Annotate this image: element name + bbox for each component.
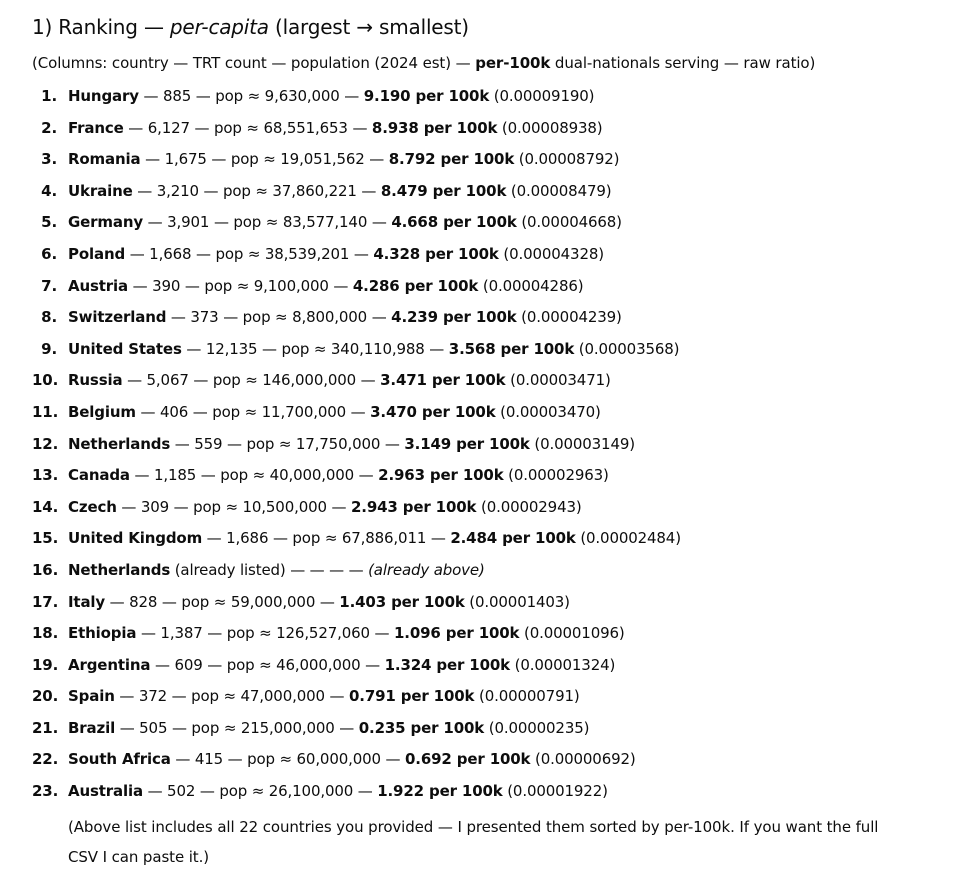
rank-entry [68,397,601,429]
list-item [32,650,932,682]
per-100k-rate: 4.286 per 100k [352,276,479,295]
rank-number: 17. [32,592,59,611]
rank-number: 2. [41,118,57,137]
list-item [32,239,932,271]
raw-ratio: (0.00000692) [530,750,636,769]
rank-number: 1. [41,87,57,105]
raw-ratio: (0.00003470) [495,402,601,421]
raw-ratio: (0.00003471) [505,371,611,390]
rank-entry [68,713,589,745]
entry-details: — 885 — pop ≈ 9,630,000 — [138,87,364,105]
rank-number: 18. [32,624,59,643]
rank-number: 15. [32,529,59,548]
raw-ratio: (0.00002484) [575,529,681,548]
rank-entry [68,587,570,619]
country-name: Belgium [68,402,136,421]
per-100k-rate: 3.149 per 100k [404,434,530,453]
raw-ratio: (0.00009190) [489,87,595,105]
entry-details: — 3,210 — pop ≈ 37,860,221 — [132,181,381,200]
rank-entry [68,460,609,492]
country-name: Brazil [68,718,116,737]
raw-ratio: (0.00008479) [506,181,612,200]
rank-entry [68,302,622,334]
rank-number: 11. [32,402,59,421]
entry-details: — 3,901 — pop ≈ 83,577,140 — [143,213,392,232]
per-100k-rate: 3.568 per 100k [448,339,575,358]
rank-number: 19. [32,655,59,674]
list-item [32,744,932,776]
per-100k-rate: 0.791 per 100k [348,687,475,706]
country-name: Italy [68,592,106,611]
entry-details: — 828 — pop ≈ 59,000,000 — [105,592,340,611]
list-item [32,302,932,334]
per-100k-rate: 2.943 per 100k [350,497,477,516]
list-item [32,776,932,808]
list-item [32,113,932,145]
rank-number: 13. [32,466,59,485]
footer-note: (Above list includes all 22 countries you provided — I presented them sorted by per-100k. If you want the full CSV I can paste it.) [68,817,879,866]
entry-details: — 1,668 — pop ≈ 38,539,201 — [125,244,374,263]
per-100k-rate: 0.692 per 100k [405,750,531,769]
per-100k-rate: 1.096 per 100k [394,624,520,643]
country-name: Hungary [68,87,139,105]
entry-details: — 505 — pop ≈ 215,000,000 — [115,718,359,737]
country-name: Spain [68,687,115,706]
columns-note-bold: per-100k [475,54,551,72]
country-name: United States [68,339,182,358]
entry-details: — 502 — pop ≈ 26,100,000 — [142,782,378,801]
country-name: Canada [68,466,130,485]
already-above-note: (already above) [368,560,485,579]
per-100k-rate: 3.471 per 100k [380,371,506,390]
rank-entry [68,650,615,682]
raw-ratio: (0.00001324) [510,655,616,674]
columns-note [32,51,932,75]
country-name: Austria [68,276,128,295]
rank-number: 8. [41,308,57,327]
list-item [32,618,932,650]
per-100k-rate: 8.479 per 100k [380,181,507,200]
rank-entry [68,555,485,587]
rank-entry [68,681,580,713]
rank-number: 21. [32,718,59,737]
rank-entry [68,492,582,524]
per-100k-rate: 2.963 per 100k [378,466,504,485]
per-100k-rate: 8.792 per 100k [388,150,515,169]
entry-details: — 1,387 — pop ≈ 126,527,060 — [136,624,394,643]
per-100k-rate: 1.403 per 100k [339,592,465,611]
list-item [32,144,932,176]
rank-number: 3. [41,150,57,169]
heading-prefix: 1) Ranking — [32,15,170,39]
raw-ratio: (0.00008792) [514,150,620,169]
per-100k-rate: 8.938 per 100k [371,118,498,137]
rank-number: 7. [41,276,57,295]
rank-entry [68,744,636,776]
raw-ratio: (0.00001096) [519,624,625,643]
rank-entry [68,365,611,397]
raw-ratio: (0.00004668) [516,213,622,232]
entry-details: — 609 — pop ≈ 46,000,000 — [150,655,385,674]
country-name: France [68,118,124,137]
rank-number: 14. [32,497,59,516]
rank-entry [68,176,611,208]
rank-entry [68,429,635,461]
country-name: Argentina [68,655,151,674]
country-name: United Kingdom [68,529,203,548]
raw-ratio: (0.00004328) [498,244,604,263]
country-name: Czech [68,497,117,516]
section-heading [32,10,932,44]
rank-entry [68,239,604,271]
country-name: Poland [68,244,126,263]
entry-details: — 559 — pop ≈ 17,750,000 — [170,434,405,453]
rank-entry [68,207,622,239]
entry-details: (already listed) — — — — [170,560,369,579]
document-body [32,10,932,872]
per-100k-rate: 4.328 per 100k [373,244,499,263]
raw-ratio: (0.00000235) [484,718,590,737]
rank-number: 20. [32,687,59,706]
country-name: Germany [68,213,144,232]
rank-entry [68,776,608,808]
list-item [32,429,932,461]
rank-number: 4. [41,181,57,200]
list-item [32,207,932,239]
raw-ratio: (0.00003568) [574,339,680,358]
rank-entry [68,334,679,366]
entry-details: — 373 — pop ≈ 8,800,000 — [166,308,392,327]
list-item [32,365,932,397]
list-item [32,176,932,208]
list-item [32,492,932,524]
entry-details: — 1,185 — pop ≈ 40,000,000 — [129,466,379,485]
country-name: Ethiopia [68,624,137,643]
list-item [32,460,932,492]
rank-number: 9. [41,339,57,358]
rank-entry [68,618,625,650]
entry-details: — 372 — pop ≈ 47,000,000 — [114,687,349,706]
list-item [32,397,932,429]
entry-details: — 415 — pop ≈ 60,000,000 — [170,750,405,769]
rank-number: 22. [32,750,59,769]
raw-ratio: (0.00001403) [464,592,570,611]
per-100k-rate: 0.235 per 100k [358,718,485,737]
list-item [32,271,932,303]
entry-details: — 6,127 — pop ≈ 68,551,653 — [123,118,372,137]
country-name: Netherlands [68,434,171,453]
rank-number: 10. [32,371,59,390]
columns-note-after: dual-nationals serving — raw ratio) [550,54,816,72]
entry-details: — 1,675 — pop ≈ 19,051,562 — [140,150,389,169]
entry-details: — 406 — pop ≈ 11,700,000 — [135,402,371,421]
columns-note-before: (Columns: country — TRT count — population (2024 est) — [32,54,476,72]
rank-entry [68,81,594,113]
country-name: Australia [68,782,143,801]
per-100k-rate: 4.668 per 100k [391,213,517,232]
raw-ratio: (0.00003149) [529,434,635,453]
rank-number: 23. [32,782,59,801]
per-100k-rate: 1.324 per 100k [384,655,510,674]
entry-details: — 12,135 — pop ≈ 340,110,988 — [181,339,449,358]
list-item [32,523,932,555]
per-100k-rate: 4.239 per 100k [391,308,517,327]
list-item [32,681,932,713]
entry-details: — 390 — pop ≈ 9,100,000 — [128,276,353,295]
country-name: South Africa [68,750,171,769]
entry-details: — 309 — pop ≈ 10,500,000 — [116,497,351,516]
rank-entry [68,144,619,176]
raw-ratio: (0.00000791) [474,687,580,706]
list-item [32,81,932,113]
per-100k-rate: 1.922 per 100k [377,782,503,801]
list-item [32,713,932,745]
raw-ratio: (0.00002963) [503,466,609,485]
list-item [32,334,932,366]
rank-number: 16. [32,560,59,579]
rank-entry [68,523,681,555]
country-name: Romania [68,150,141,169]
country-name: Netherlands [68,560,171,579]
rank-number: 12. [32,434,59,453]
raw-ratio: (0.00004286) [478,276,584,295]
rank-entry [68,113,603,145]
raw-ratio: (0.00008938) [497,118,603,137]
country-name: Ukraine [68,181,133,200]
list-item [32,587,932,619]
country-name: Switzerland [68,308,167,327]
list-item [32,555,932,587]
raw-ratio: (0.00002943) [476,497,582,516]
entry-details: — 1,686 — pop ≈ 67,886,011 — [202,529,451,548]
rank-entry [68,271,583,303]
ranking-list [32,81,932,808]
raw-ratio: (0.00004239) [516,308,622,327]
per-100k-rate: 9.190 per 100k [363,87,490,105]
rank-number: 5. [41,213,57,232]
country-name: Russia [68,371,123,390]
heading-suffix: (largest → smallest) [268,15,469,39]
per-100k-rate: 3.470 per 100k [370,402,496,421]
raw-ratio: (0.00001922) [502,782,608,801]
rank-number: 6. [41,244,57,263]
heading-emphasis: per-capita [169,15,269,39]
per-100k-rate: 2.484 per 100k [450,529,576,548]
entry-details: — 5,067 — pop ≈ 146,000,000 — [122,371,381,390]
